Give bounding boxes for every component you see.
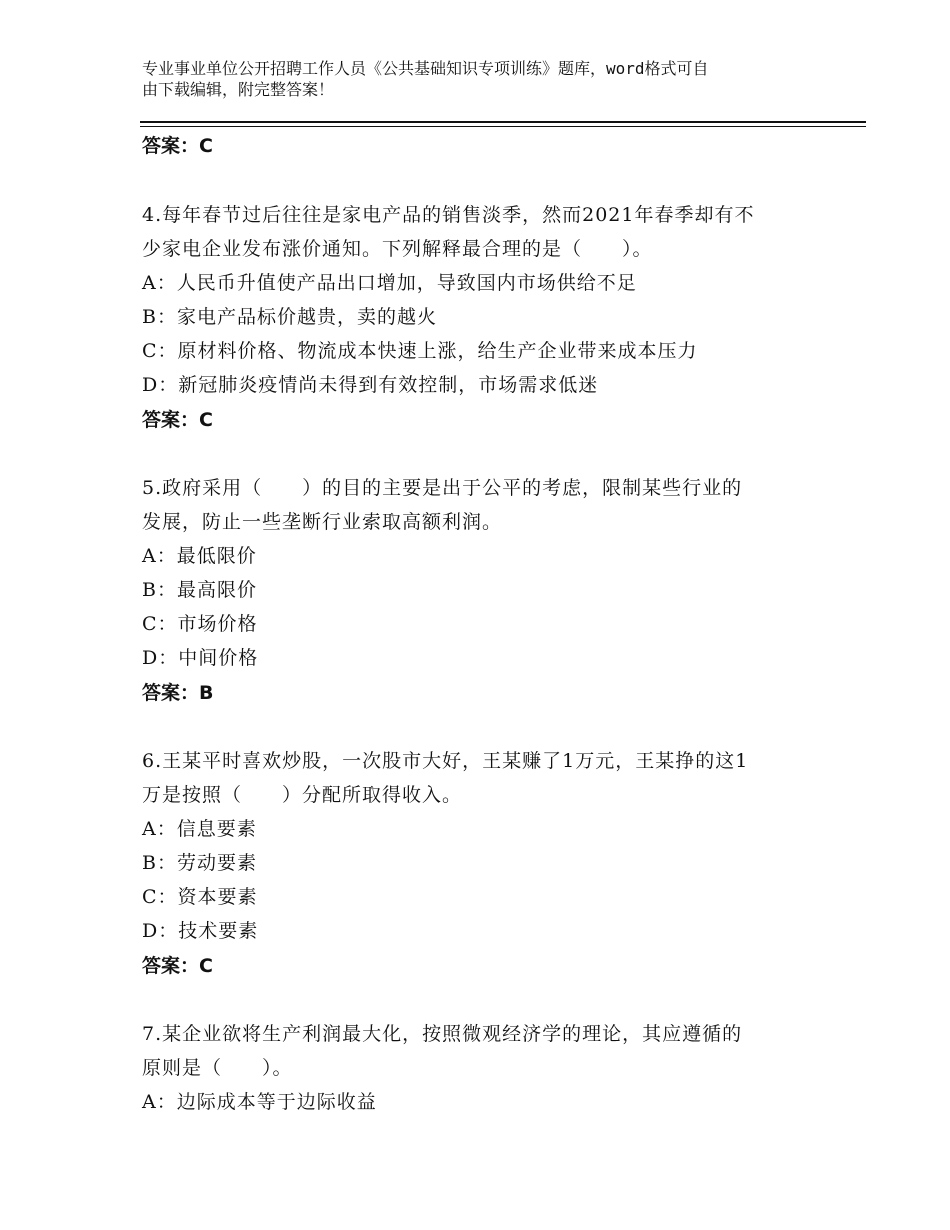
question-7-line-1: 7.某企业欲将生产利润最大化，按照微观经济学的理论，其应遵循的 (142, 1023, 743, 1045)
header-line-2: 由下载编辑，附完整答案！ (142, 80, 335, 99)
question-4-line-2: 少家电企业发布涨价通知。下列解释最合理的是（ ）。 (142, 238, 653, 260)
question-5-option-d: D：中间价格 (142, 647, 259, 669)
question-6-option-a: A：信息要素 (142, 818, 257, 840)
question-7-line-2: 原则是（ ）。 (142, 1057, 293, 1079)
question-6-line-2: 万是按照（ ）分配所取得收入。 (142, 784, 463, 806)
question-4-line-1: 4.每年春节过后往往是家电产品的销售淡季，然而2021年春季却有不 (142, 204, 755, 226)
question-4-option-d: D：新冠肺炎疫情尚未得到有效控制，市场需求低迷 (142, 374, 599, 396)
question-4-option-a: A：人民币升值使产品出口增加，导致国内市场供给不足 (142, 272, 637, 294)
question-5-option-c: C：市场价格 (142, 613, 258, 635)
question-6-option-d: D：技术要素 (142, 920, 259, 942)
header-divider-thick (140, 121, 866, 123)
question-5-line-1: 5.政府采用（ ）的目的主要是出于公平的考虑，限制某些行业的 (142, 477, 743, 499)
question-5-option-a: A：最低限价 (142, 545, 257, 567)
question-5-line-2: 发展，防止一些垄断行业索取高额利润。 (142, 511, 503, 533)
document-header (142, 58, 812, 100)
header-divider-thin (140, 126, 866, 127)
answer-previous: 答案：C (142, 135, 213, 157)
question-6-option-b: B：劳动要素 (142, 852, 257, 874)
question-5-answer: 答案：B (142, 682, 214, 704)
question-6-option-c: C：资本要素 (142, 886, 258, 908)
question-5-option-b: B：最高限价 (142, 579, 257, 601)
question-4-option-c: C：原材料价格、物流成本快速上涨，给生产企业带来成本压力 (142, 340, 698, 362)
header-line-1: 专业事业单位公开招聘工作人员《公共基础知识专项训练》题库，word格式可自 (142, 59, 709, 78)
question-6-answer: 答案：C (142, 955, 213, 977)
question-4-option-b: B：家电产品标价越贵，卖的越火 (142, 306, 437, 328)
question-4-answer: 答案：C (142, 409, 213, 431)
question-7-option-a: A：边际成本等于边际收益 (142, 1091, 377, 1113)
question-6-line-1: 6.王某平时喜欢炒股，一次股市大好，王某赚了1万元，王某挣的这1 (142, 750, 749, 772)
